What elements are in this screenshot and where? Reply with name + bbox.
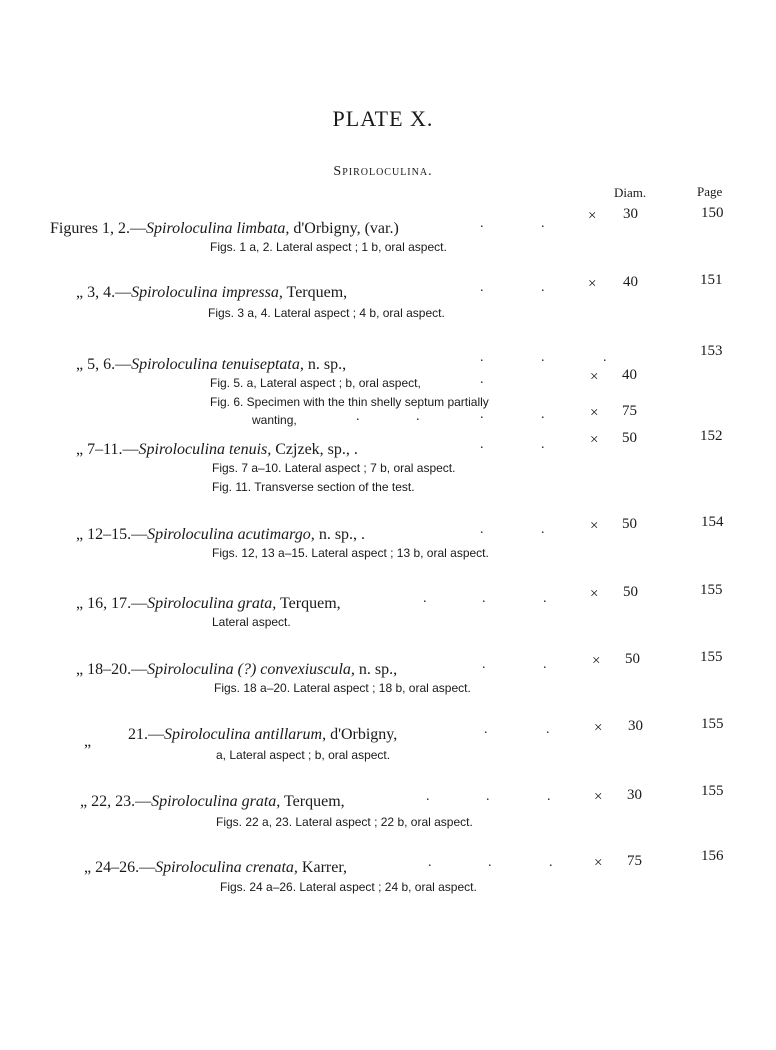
leader-dots: . xyxy=(482,591,486,606)
entry-line xyxy=(84,859,347,877)
figure-range: „ 3, 4.— xyxy=(76,284,132,301)
author-name: n. sp., xyxy=(358,661,398,678)
figure-caption: Figs. 18 a–20. Lateral aspect ; 18 b, oral aspect. xyxy=(214,681,471,695)
genus-name: Spiroloculina xyxy=(147,595,234,612)
genus-name: Spiroloculina xyxy=(147,526,234,543)
diameter-value: 50 xyxy=(623,584,638,600)
genus-name: Spiroloculina xyxy=(151,793,238,810)
leader-dots: . xyxy=(428,855,432,870)
page-number: 152 xyxy=(700,428,723,444)
entry-line xyxy=(80,793,345,811)
page-number: 155 xyxy=(701,783,724,799)
genus-name: Spiroloculina xyxy=(146,220,233,237)
leader-dots: . xyxy=(426,789,430,804)
author-name: Terquem, xyxy=(286,284,348,301)
leader-dots: . xyxy=(482,657,486,672)
author-name: Czjzek, sp., . xyxy=(275,441,358,458)
entry-line xyxy=(50,220,399,238)
genus-name: Spiroloculina xyxy=(155,859,242,876)
leader-dots: . xyxy=(480,372,484,387)
leader-dots: . xyxy=(543,591,547,606)
page-number: 150 xyxy=(701,205,724,221)
multiplier-sign: × xyxy=(594,789,603,805)
leader-dots: . xyxy=(547,789,551,804)
author-name: Terquem, xyxy=(280,595,341,612)
diameter-value: 40 xyxy=(623,274,638,290)
leader-dots: . xyxy=(603,350,607,365)
diameter-value: 40 xyxy=(622,367,637,383)
entry-line xyxy=(76,441,358,459)
figure-caption: Figs. 7 a–10. Lateral aspect ; 7 b, oral aspect. xyxy=(212,461,456,475)
leader-dots: . xyxy=(486,789,490,804)
multiplier-sign: × xyxy=(590,432,599,448)
entry-line xyxy=(76,284,347,302)
diam-column-header: Diam. xyxy=(614,185,647,200)
multiplier-sign: × xyxy=(594,720,603,736)
entry-line xyxy=(76,661,397,679)
page-number: 155 xyxy=(700,649,723,665)
diameter-value: 30 xyxy=(628,718,643,734)
leader-dots: . xyxy=(480,437,484,452)
genus-name: Spiroloculina xyxy=(138,441,226,458)
genus-name: Spiroloculina xyxy=(131,356,218,373)
figure-range: „ 12–15.— xyxy=(76,526,148,543)
species-name: grata, xyxy=(241,793,281,810)
figure-range: Figures 1, 2.— xyxy=(50,220,146,237)
multiplier-sign: × xyxy=(588,208,597,224)
leader-dots: . xyxy=(541,407,545,422)
author-name: Terquem, xyxy=(284,793,345,810)
diameter-value: 30 xyxy=(623,206,638,222)
leader-dots: . xyxy=(480,280,484,295)
diameter-value: 30 xyxy=(627,787,642,803)
page-number: 154 xyxy=(701,514,724,530)
author-name: n. sp., xyxy=(307,356,347,373)
leader-dots: . xyxy=(543,657,547,672)
figure-caption: wanting, xyxy=(252,413,297,427)
figure-caption: Fig. 6. Specimen with the thin shelly septum partially xyxy=(210,395,489,409)
multiplier-sign: × xyxy=(590,586,599,602)
leader-dots: . xyxy=(549,855,553,870)
species-name: limbata, xyxy=(236,220,290,237)
genus-name: Spiroloculina xyxy=(164,726,251,743)
diameter-value: 50 xyxy=(622,430,637,446)
diameter-value: 75 xyxy=(622,403,637,419)
diameter-value: 50 xyxy=(625,651,640,667)
leader-dots: . xyxy=(480,522,484,537)
figure-caption: Fig. 11. Transverse section of the test. xyxy=(212,480,415,494)
figure-range: „ 16, 17.— xyxy=(76,595,148,612)
leader-dots: . xyxy=(484,722,488,737)
multiplier-sign: × xyxy=(590,405,599,421)
multiplier-sign: × xyxy=(590,369,599,385)
entry-line xyxy=(128,726,397,744)
entry-mark: „ xyxy=(84,733,92,750)
leader-dots: . xyxy=(541,280,545,295)
diameter-value: 75 xyxy=(627,853,642,869)
figure-range: 21.— xyxy=(128,726,164,743)
species-name: (?) convexiuscula, xyxy=(237,661,355,678)
leader-dots: . xyxy=(541,522,545,537)
entry-line xyxy=(76,526,365,544)
leader-dots: . xyxy=(541,350,545,365)
figure-caption: Figs. 1 a, 2. Lateral aspect ; 1 b, oral aspect. xyxy=(210,240,447,254)
species-name: tenuis, xyxy=(229,441,272,458)
species-name: tenuiseptata, xyxy=(221,356,304,373)
page-number: 155 xyxy=(701,716,724,732)
page-number: 151 xyxy=(700,272,723,288)
leader-dots: . xyxy=(480,407,484,422)
leader-dots: . xyxy=(541,437,545,452)
leader-dots: . xyxy=(423,591,427,606)
multiplier-sign: × xyxy=(592,653,601,669)
author-name: d'Orbigny, (var.) xyxy=(293,220,399,237)
author-name: Karrer, xyxy=(301,859,348,876)
multiplier-sign: × xyxy=(588,276,597,292)
figure-range: „ 5, 6.— xyxy=(76,356,132,373)
page-number: 153 xyxy=(700,343,723,359)
figure-caption: Lateral aspect. xyxy=(212,615,291,629)
diameter-value: 50 xyxy=(622,516,637,532)
leader-dots: . xyxy=(541,216,545,231)
species-name: impressa, xyxy=(221,284,283,301)
figure-caption: a, Lateral aspect ; b, oral aspect. xyxy=(216,748,391,762)
plate-title: PLATE X. xyxy=(332,106,434,131)
page-number: 155 xyxy=(700,582,723,598)
figure-caption: Fig. 5. a, Lateral aspect ; b, oral aspect, xyxy=(210,376,421,390)
species-name: antillarum, xyxy=(254,726,327,743)
entry-line xyxy=(76,356,346,374)
entry-line xyxy=(76,595,341,613)
figure-caption: Figs. 22 a, 23. Lateral aspect ; 22 b, oral aspect. xyxy=(216,815,473,829)
leader-dots: . xyxy=(480,216,484,231)
figure-range: „ 7–11.— xyxy=(76,441,139,458)
author-name: d'Orbigny, xyxy=(330,726,398,743)
leader-dots: . xyxy=(416,409,420,424)
species-name: grata, xyxy=(237,595,277,612)
leader-dots: . xyxy=(546,722,550,737)
leader-dots: . xyxy=(488,855,492,870)
figure-caption: Figs. 3 a, 4. Lateral aspect ; 4 b, oral aspect. xyxy=(208,306,445,320)
leader-dots: . xyxy=(356,409,360,424)
leader-dots: . xyxy=(480,350,484,365)
species-name: crenata, xyxy=(245,859,298,876)
multiplier-sign: × xyxy=(594,855,603,871)
figure-caption: Figs. 12, 13 a–15. Lateral aspect ; 13 b, oral aspect. xyxy=(212,546,489,560)
genus-heading: Spiroloculina. xyxy=(333,164,433,179)
page-column-header: Page xyxy=(697,184,723,199)
author-name: n. sp., . xyxy=(318,526,366,543)
species-name: acutimargo, xyxy=(237,526,315,543)
figure-caption: Figs. 24 a–26. Lateral aspect ; 24 b, oral aspect. xyxy=(220,880,477,894)
genus-name: Spiroloculina xyxy=(131,284,218,301)
multiplier-sign: × xyxy=(590,518,599,534)
figure-range: „ 22, 23.— xyxy=(80,793,152,810)
figure-range: „ 18–20.— xyxy=(76,661,148,678)
page-number: 156 xyxy=(701,848,724,864)
figure-range: „ 24–26.— xyxy=(84,859,156,876)
genus-name: Spiroloculina xyxy=(147,661,234,678)
